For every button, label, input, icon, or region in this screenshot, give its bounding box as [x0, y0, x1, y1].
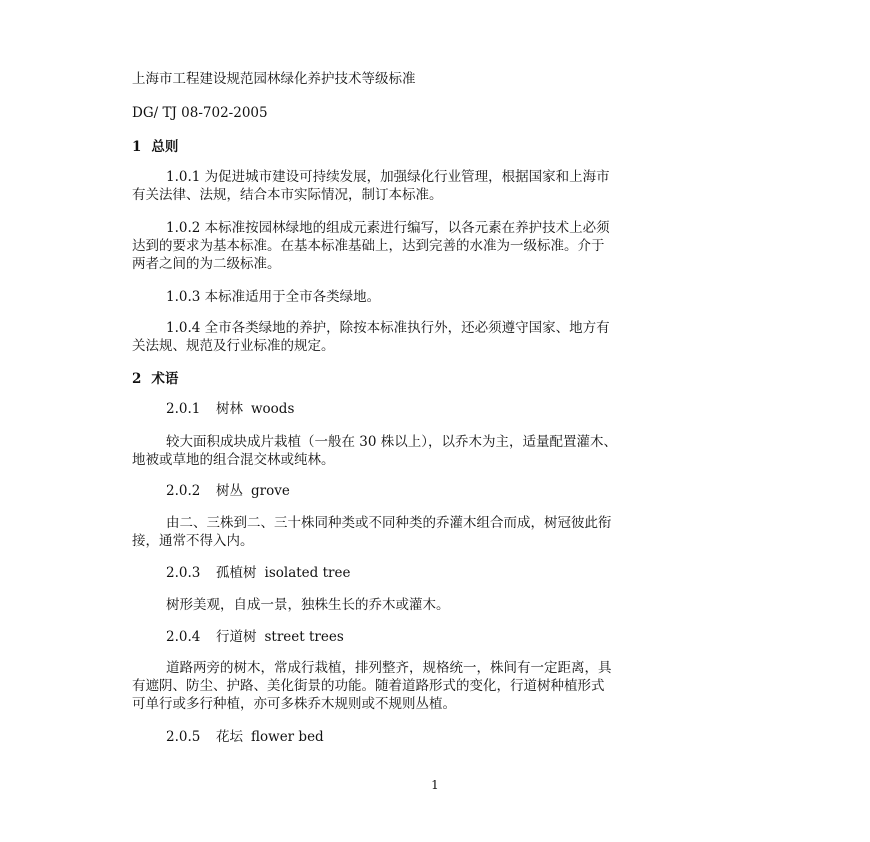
definition-line: 有遮阴、防尘、护路、美化街景的功能。随着道路形式的变化，行道树种植形式 — [132, 678, 605, 694]
term-english: grove — [251, 483, 290, 499]
definition-line: 可单行或多行种植，亦可多株乔木规则或不规则丛植。 — [132, 696, 456, 712]
section-number: 1 — [132, 139, 142, 155]
clause-1-0-3 — [132, 288, 742, 306]
section-title: 总则 — [151, 139, 179, 155]
term-number: 2.0.5 — [166, 729, 201, 745]
clause-1-0-4 — [132, 319, 742, 355]
term-2-0-4 — [166, 628, 344, 646]
definition-line: 地被或草地的组合混交林或纯林。 — [132, 452, 335, 468]
term-2-0-5 — [166, 728, 324, 746]
clause-line: 关法规、规范及行业标准的规定。 — [132, 338, 335, 354]
clause-line: 1.0.1 为促进城市建设可持续发展，加强绿化行业管理，根据国家和上海市 — [166, 169, 610, 185]
clause-line: 1.0.3 本标准适用于全市各类绿地。 — [166, 289, 381, 305]
clause-line: 有关法律、法规，结合本市实际情况，制订本标准。 — [132, 187, 443, 203]
clause-line: 1.0.2 本标准按园林绿地的组成元素进行编写，以各元素在养护技术上必须 — [166, 220, 610, 236]
term-definition — [132, 514, 742, 550]
section-title: 术语 — [151, 371, 179, 387]
term-english: isolated tree — [264, 565, 351, 581]
term-chinese: 行道树 — [216, 629, 257, 645]
term-number: 2.0.3 — [166, 565, 201, 581]
term-definition — [132, 433, 742, 469]
definition-line: 由二、三株到二、三十株同种类或不同种类的乔灌木组合而成，树冠彼此衔 — [166, 515, 612, 531]
definition-line: 较大面积成块成片栽植（一般在 30 株以上），以乔木为主，适量配置灌木、 — [166, 434, 618, 450]
clause-line: 1.0.4 全市各类绿地的养护，除按本标准执行外，还必须遵守国家、地方有 — [166, 320, 610, 336]
term-chinese: 孤植树 — [216, 565, 257, 581]
term-chinese: 树丛 — [216, 483, 243, 499]
definition-line: 接，通常不得入内。 — [132, 533, 254, 549]
clause-line: 两者之间的为二级标准。 — [132, 256, 281, 272]
standard-code: DG/ TJ 08-702-2005 — [132, 105, 268, 121]
section-heading-terms — [132, 370, 178, 388]
clause-1-0-2 — [132, 219, 742, 273]
section-number: 2 — [132, 371, 142, 387]
term-chinese: 树林 — [216, 401, 243, 417]
term-2-0-3 — [166, 564, 350, 582]
term-number: 2.0.2 — [166, 483, 201, 499]
definition-line: 树形美观，自成一景，独株生长的乔木或灌木。 — [166, 597, 450, 613]
term-2-0-1 — [166, 400, 294, 418]
term-number: 2.0.1 — [166, 401, 201, 417]
document-title: 上海市工程建设规范园林绿化养护技术等级标准 — [132, 71, 416, 87]
term-number: 2.0.4 — [166, 629, 201, 645]
term-english: street trees — [264, 629, 344, 645]
term-english: flower bed — [251, 729, 324, 745]
clause-line: 达到的要求为基本标准。在基本标准基础上，达到完善的水准为一级标准。介于 — [132, 238, 605, 254]
term-chinese: 花坛 — [216, 729, 243, 745]
page-number: 1 — [431, 778, 439, 792]
term-definition — [132, 659, 742, 713]
section-heading-general — [132, 138, 178, 156]
term-definition — [132, 596, 742, 614]
clause-1-0-1 — [132, 168, 742, 204]
term-2-0-2 — [166, 482, 290, 500]
term-english: woods — [251, 401, 295, 417]
definition-line: 道路两旁的树木，常成行栽植，排列整齐，规格统一，株间有一定距离，具 — [166, 660, 612, 676]
